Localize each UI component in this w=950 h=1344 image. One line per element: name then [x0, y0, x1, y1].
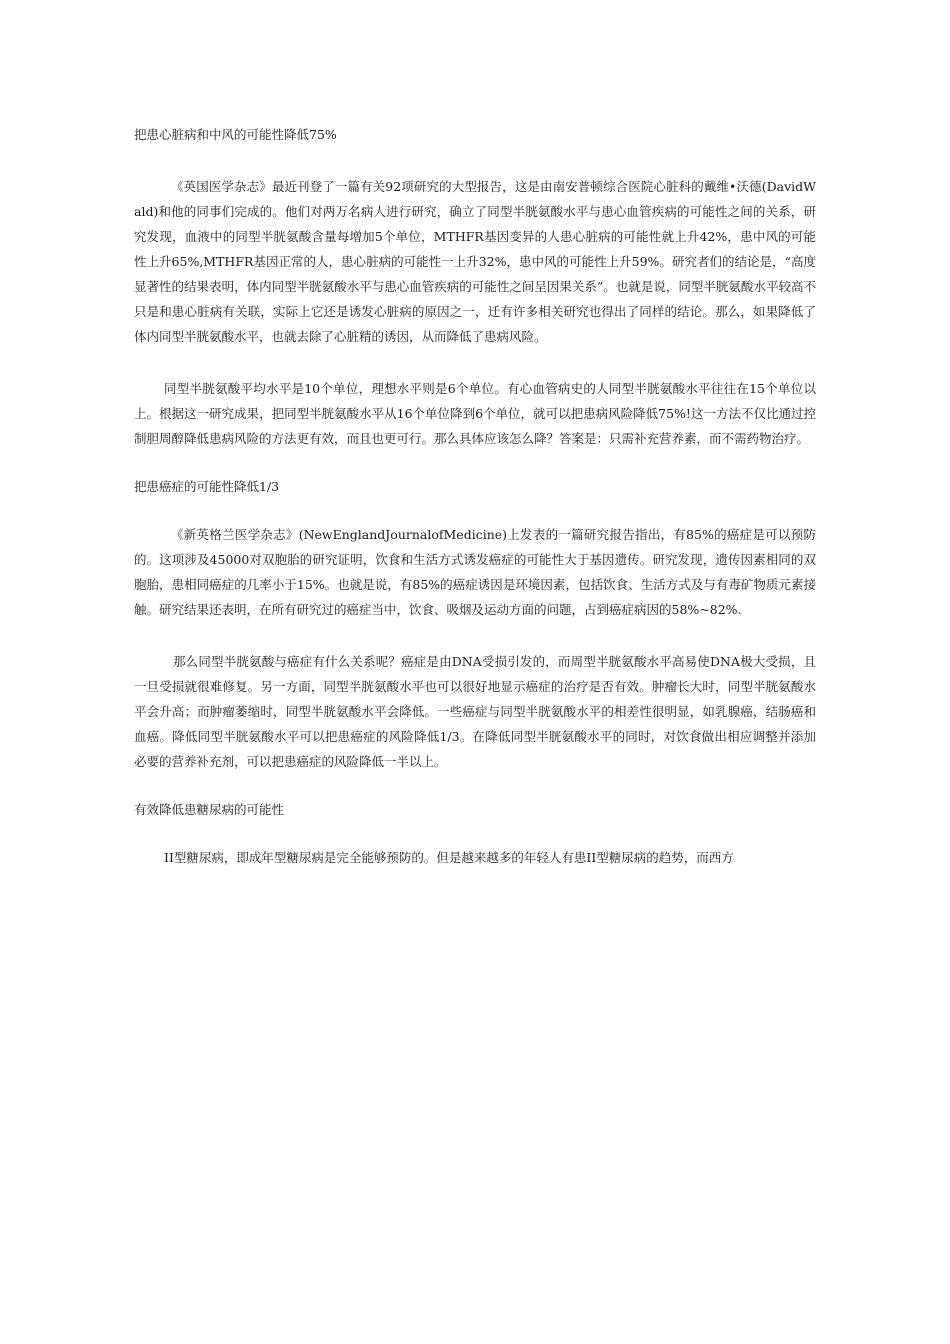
paragraph-homocysteine-levels: 同型半胱氨酸平均水平是10个单位，理想水平则是6个单位。有心血管病史的人同型半胱氨酸水平往往在15个单位以上。根据这一研究成果，把同型半胱氨酸水平从16个单位降到6个单位，就可以把患病风险降低75%!这一方法不仅比通过控制胆周醇降低患病风险的方法更有效，而且也更可行。那么具体应该怎么降？答案是：只需补充营养素，而不需药物治疗。: [134, 381, 816, 446]
section-heading-heart-disease: 把患心脏病和中风的可能性降低75%: [134, 127, 337, 142]
paragraph-diabetes: II型糖尿病，即成年型糖尿病是完全能够预防的。但是越来越多的年轻人有患II型糖尿病的趋势，而西方: [164, 850, 734, 865]
section-heading-cancer: 把患癌症的可能性降低1/3: [134, 479, 280, 494]
paragraph-homocysteine-cancer: 那么同型半胱氨酸与癌症有什么关系呢？癌症是由DNA受损引发的，而周型半胱氨酸水平高易使DNA极大受损，且一旦受损就很难修复。另一方面，同型半胱氨酸水平也可以很好地显示癌症的治疗是否有效。肿瘤长大时，同型半胱氨酸水平会升高；而肿瘤萎缩时，同型半胱氨酸水平会降低。一些癌症与同型半胱氨酸水平的相差性很明显，如乳腺癌，结肠癌和血癌。降低同型半胱氨酸水平可以把患癌症的风险降低1/3。在降低同型半胱氨酸水平的同时，对饮食做出相应调整并添加必要的营养补充剂，可以把患癌症的风险降低一半以上。: [134, 654, 816, 769]
paragraph-cancer-study: 《新英格兰医学杂志》(NewEnglandJournalofMedicine)上发表的一篇研究报告指出，有85%的癌症是可以预防的。这项涉及45000对双胞胎的研究证明，饮食和生活方式诱发癌症的可能性大于基因遗传。研究发现，遗传因素相同的双胞胎，患相同癌症的几率小于15%。也就是说，有85%的癌症诱因是环境因素，包括饮食、生活方式及与有毒矿物质元素接触。研究结果还表明，在所有研究过的癌症当中，饮食、吸烟及运动方面的问题，占到癌症病因的58%~82%.: [134, 527, 816, 617]
section-heading-diabetes: 有效降低患糖尿病的可能性: [134, 802, 285, 817]
paragraph-heart-study: 《英国医学杂志》最近刊登了一篇有关92项研究的大型报告，这是由南安普顿综合医院心脏科的戴维•沃德(DavidWald)和他的同事们完成的。他们对两万名病人进行研究，确立了同型半胱氨酸水平与患心血管疾病的可能性之间的关系，研究发现，血液中的同型半胱氨酸含量每增加5个单位，MTHFR基因变异的人患心脏病的可能性就上升42%，患中风的可能性上升65%,MTHFR基因正常的人，患心脏病的可能性一上升32%，患中风的可能性上升59%。研究者们的结论是，“高度显著性的结果表明，体内同型半胱氨酸水平与患心血管疾病的可能性之间呈因果关系”。也就是说，同型半胱氨酸水平较高不只是和患心脏病有关联，实际上它还是诱发心脏病的原因之一，迁有许多相关研究也得出了同样的结论。那么，如果降低了体内同型半胱氨酸水平，也就去除了心脏精的诱因，从而降低了患病风险。: [134, 179, 816, 344]
document-body: [134, 122, 816, 870]
